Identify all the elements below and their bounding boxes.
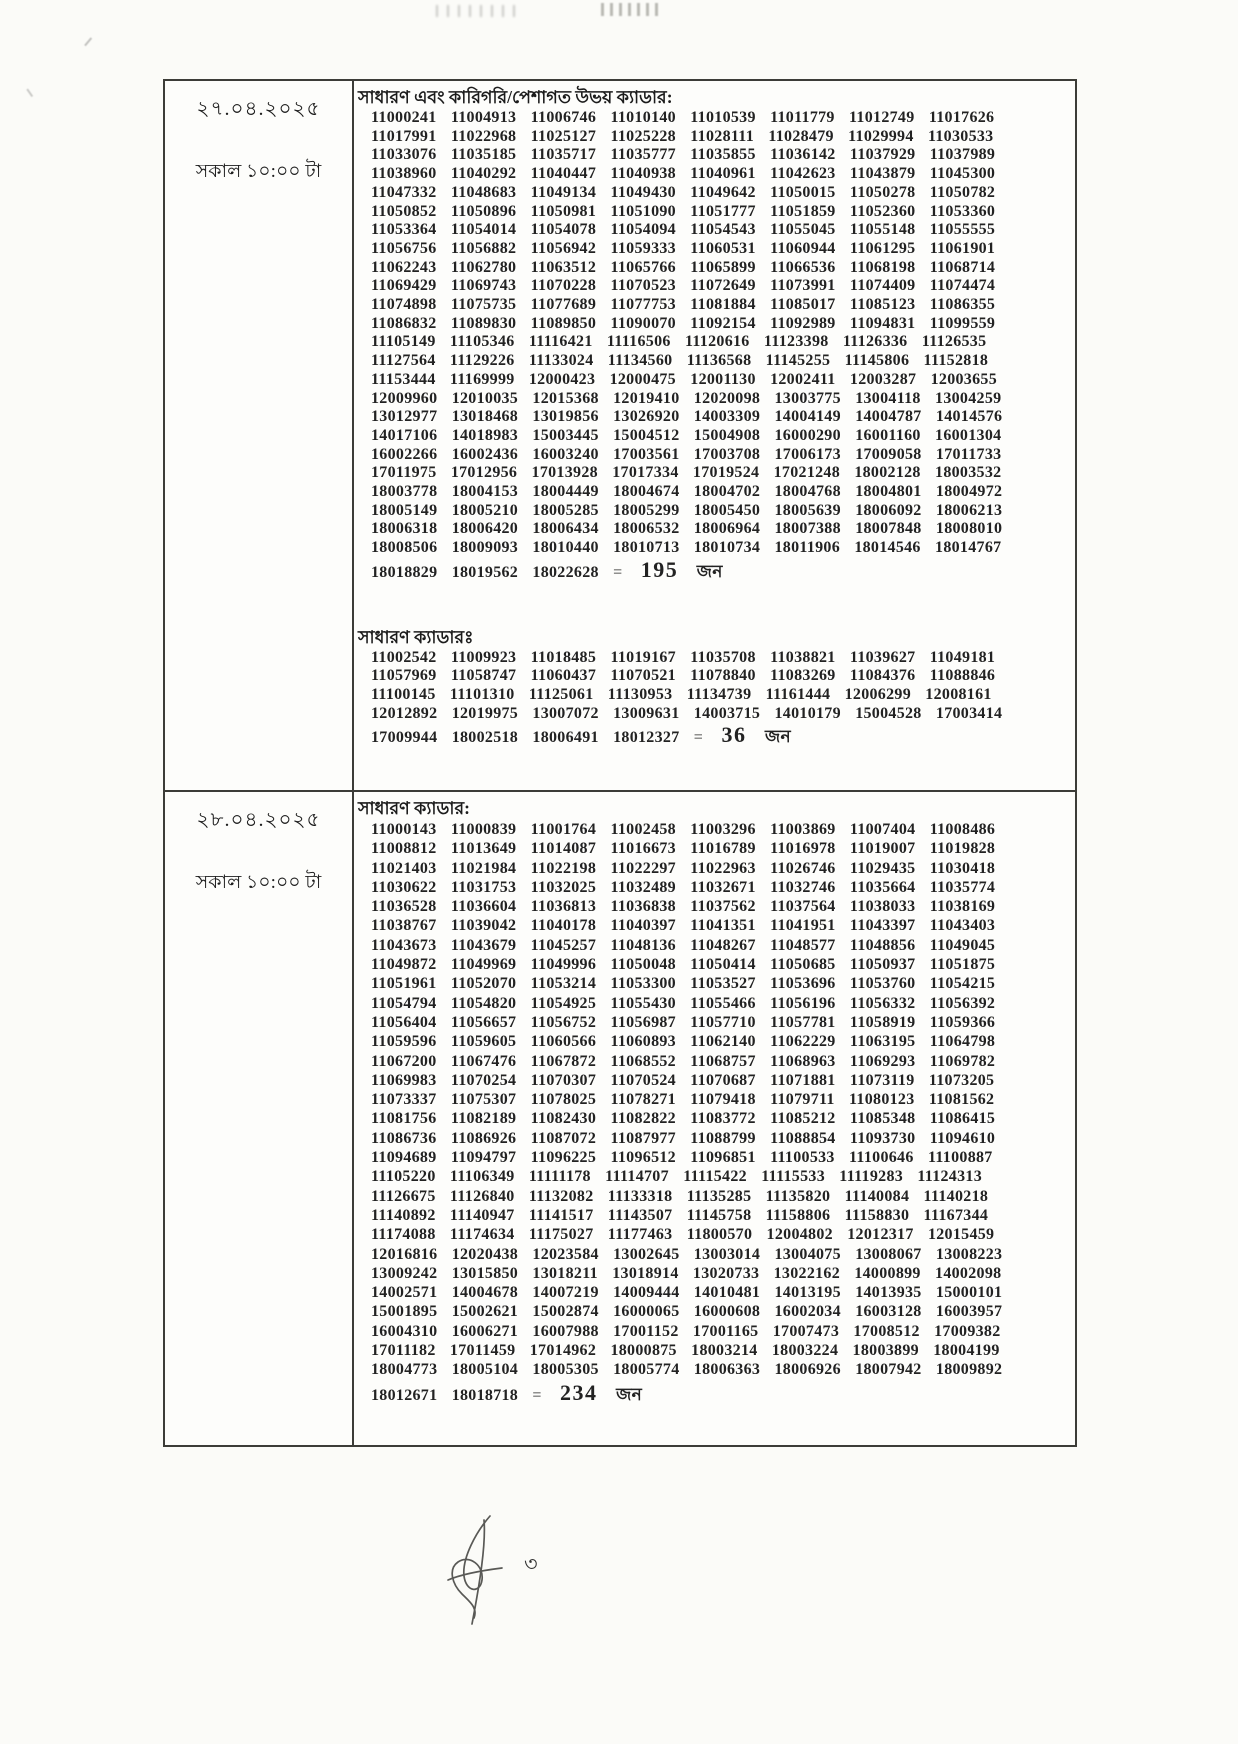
roll-number-row: 14002571 14004678 14007219 14009444 14010481 14013195 14013935 15000101 [371,1284,1003,1302]
roll-number-row: 14017106 14018983 15003445 15004512 15004908 16000290 16001160 16001304 [371,426,1002,444]
page-footer [0,1500,1238,1660]
roll-number-row: 11074898 11075735 11077689 11077753 11081884 11085017 11085123 11086355 [371,296,996,314]
exam-date: ২৮.০৪.২০২৫ [196,809,321,831]
roll-number-row: 11017991 11022968 11025127 11025228 11028111 11028479 11029994 11030533 [371,127,994,145]
roll-number-row: 11153444 11169999 12000423 12000475 12001130 12002411 12003287 12003655 [371,370,998,388]
scan-artifact [84,37,100,52]
cadre-section [358,796,1069,1405]
roll-number-row: 12009960 12010035 12015368 12019410 12020098 13003775 13004118 13004259 [371,389,1002,407]
roll-number-row: 11094689 11094797 11096225 11096512 11096851 11100533 11100646 11100887 [371,1149,993,1167]
section-heading: সাধারণ এবং কারিগরি/পেশাগত উভয় ক্যাডার: [358,87,673,107]
equals-sign: = [518,1386,557,1404]
roll-number-row: 11057969 11058747 11060437 11070521 11078840 11083269 11084376 11088846 [371,667,996,685]
roll-number-row: 11033076 11035185 11035717 11035777 11035855 11036142 11037929 11037989 [371,146,996,164]
section-total-row [358,1379,1069,1405]
section-total-row [358,556,1069,583]
total-roll-numbers: 18018829 18019562 18022628 [371,563,599,581]
equals-sign: = [679,729,718,747]
roll-number-row: 11081756 11082189 11082430 11082822 11083772 11085212 11085348 11086415 [371,1110,996,1128]
roll-number-row: 13012977 13018468 13019856 13026920 14003309 14004149 14004787 14014576 [371,408,1003,426]
roll-number-row: 11086736 11086926 11087072 11087977 11088799 11088854 11093730 11094610 [371,1129,996,1147]
roll-number-row: 11047332 11048683 11049134 11049430 11049642 11050015 11050278 11050782 [371,183,996,201]
total-unit: জন [601,1384,643,1404]
roll-number-row: 11030622 11031753 11032025 11032489 11032671 11032746 11035664 11035774 [371,878,996,896]
roll-number-row: 11086832 11089830 11089850 11090070 11092154 11092989 11094831 11099559 [371,314,996,332]
roll-number-row: 11105149 11105346 11116421 11116506 11120616 11123398 11126336 11126535 [371,333,987,351]
roll-number-row: 18003778 18004153 18004449 18004674 18004702 18004768 18004801 18004972 [371,483,1003,501]
roll-number-row: 17011182 17011459 17014962 18000875 18003214 18003224 18003899 18004199 [371,1342,1000,1360]
total-count: 195 [640,556,679,582]
roll-number-row: 18006318 18006420 18006434 18006532 18006964 18007388 18007848 18008010 [371,520,1003,538]
roll-number-row: 11036528 11036604 11036813 11036838 11037562 11037564 11038033 11038169 [371,898,996,916]
roll-number-row: 11008812 11013649 11014087 11016673 11016789 11016978 11019007 11019828 [371,840,996,858]
roll-number-row: 11038767 11039042 11040178 11040397 11041351 11041951 11043397 11043403 [371,917,996,935]
roll-number-row: 11062243 11062780 11063512 11065766 11065899 11066536 11068198 11068714 [371,258,996,276]
roll-number-row: 18008506 18009093 18010440 18010713 18010734 18011906 18014546 18014767 [371,539,1002,557]
roll-number-row: 15001895 15002621 15002874 16000065 16000608 16002034 16003128 16003957 [371,1303,1003,1321]
total-count: 36 [721,722,747,748]
total-roll-numbers: 18012671 18018718 [371,1386,519,1404]
roll-number-row: 12016816 12020438 12023584 13002645 13003014 13004075 13008067 13008223 [371,1245,1003,1263]
roll-number-row: 11054794 11054820 11054925 11055430 11055466 11056196 11056332 11056392 [371,994,996,1012]
total-roll-numbers: 17009944 18002518 18006491 18012327 [371,729,680,747]
exam-date: ২৭.০৪.২০২৫ [196,98,321,120]
roll-number-row: 11069983 11070254 11070307 11070524 11070687 11071881 11073119 11073205 [371,1071,995,1089]
section-heading: সাধারণ ক্যাডারঃ [358,626,474,647]
roll-number-row: 11069429 11069743 11070228 11070523 11072649 11073991 11074409 11074474 [371,277,996,295]
section-total-row [358,722,1069,748]
roll-number-row: 18004773 18005104 18005305 18005774 18006363 18006926 18007942 18009892 [371,1361,1003,1379]
cadre-section [358,85,1069,583]
roll-number-row: 11126675 11126840 11132082 11133318 11135285 11135820 11140084 11140218 [371,1187,989,1205]
roll-number-row: 11140892 11140947 11141517 11143507 11145758 11158806 11158830 11167344 [371,1206,989,1224]
roll-number-row: 11174088 11174634 11175027 11177463 11800570 12004802 12012317 12015459 [371,1226,995,1244]
roll-number-row: 11059596 11059605 11060566 11060893 11062140 11062229 11063195 11064798 [371,1033,996,1051]
roll-number-row: 11127564 11129226 11133024 11134560 11136568 11145255 11145806 11152818 [371,352,989,370]
roll-number-row: 11056756 11056882 11056942 11059333 11060531 11060944 11061295 11061901 [371,239,996,257]
roll-number-row: 16002266 16002436 16003240 17003561 17003708 17006173 17009058 17011733 [371,445,1002,463]
scan-artifact [598,3,664,16]
roll-number-row: 11050852 11050896 11050981 11051090 11051777 11051859 11052360 11053360 [371,202,996,220]
roll-number-row: 11073337 11075307 11078025 11078271 11079418 11079711 11080123 11081562 [371,1091,995,1109]
roll-number-row: 13009242 13015850 13018211 13018914 13020733 13022162 14000899 14002098 [371,1264,1002,1282]
roll-number-row: 11000241 11004913 11006746 11010140 11010539 11011779 11012749 11017626 [371,109,995,126]
page-number: ৩ [524,1552,538,1576]
roll-number-row: 11051961 11052070 11053214 11053300 11053527 11053696 11053760 11054215 [371,975,996,993]
roll-number-row: 17011975 17012956 17013928 17017334 17019524 17021248 18002128 18003532 [371,464,1002,482]
roll-number-row: 11049872 11049969 11049996 11050048 11050414 11050685 11050937 11051875 [371,956,996,974]
signature-mark [428,1510,520,1628]
section-heading: সাধারণ ক্যাডার: [358,798,470,818]
roll-number-row: 11105220 11106349 11111178 11114707 11115422 11115533 11119283 11124313 [371,1168,982,1186]
roll-number-row: 11002542 11009923 11018485 11019167 11035708 11038821 11039627 11049181 [371,648,996,666]
roll-number-row: 12012892 12019975 13007072 13009631 14003715 14010179 15004528 17003414 [371,704,1003,722]
exam-time: সকাল ১০:০০ টা [195,872,322,893]
roll-number-row: 11043673 11043679 11045257 11048136 11048267 11048577 11048856 11049045 [371,936,996,954]
schedule-row [165,792,1075,1445]
roll-list-cell [354,81,1075,790]
exam-time: সকাল ১০:০০ টা [195,161,322,182]
equals-sign: = [598,563,637,581]
roll-number-row: 11038960 11040292 11040447 11040938 11040961 11042623 11043879 11045300 [371,165,996,183]
date-cell [165,81,354,790]
roll-number-row: 18005149 18005210 18005285 18005299 18005450 18005639 18006092 18006213 [371,501,1003,519]
roll-number-row: 11100145 11101310 11125061 11130953 11134739 11161444 12006299 12008161 [371,685,992,703]
scan-artifact [432,5,524,17]
total-count: 234 [560,1379,598,1405]
roll-number-row: 11053364 11054014 11054078 11054094 11054543 11055045 11055148 11055555 [371,221,996,239]
total-unit: জন [682,561,723,581]
roll-number-row: 11021403 11021984 11022198 11022297 11022963 11026746 11029435 11030418 [371,859,996,877]
schedule-row [165,81,1075,792]
total-unit: জন [750,727,791,747]
roll-number-row: 11067200 11067476 11067872 11068552 11068757 11068963 11069293 11069782 [371,1052,996,1070]
roll-list-cell [354,792,1075,1445]
cadre-section [358,625,1069,749]
roll-number-row: 11056404 11056657 11056752 11056987 11057710 11057781 11058919 11059366 [371,1013,996,1031]
date-cell [165,792,354,1445]
schedule-table [163,79,1077,1447]
scan-artifact [26,84,39,97]
roll-number-row: 11000143 11000839 11001764 11002458 11003296 11003869 11007404 11008486 [371,821,996,838]
roll-number-row: 16004310 16006271 16007988 17001152 17001165 17007473 17008512 17009382 [371,1322,1001,1340]
